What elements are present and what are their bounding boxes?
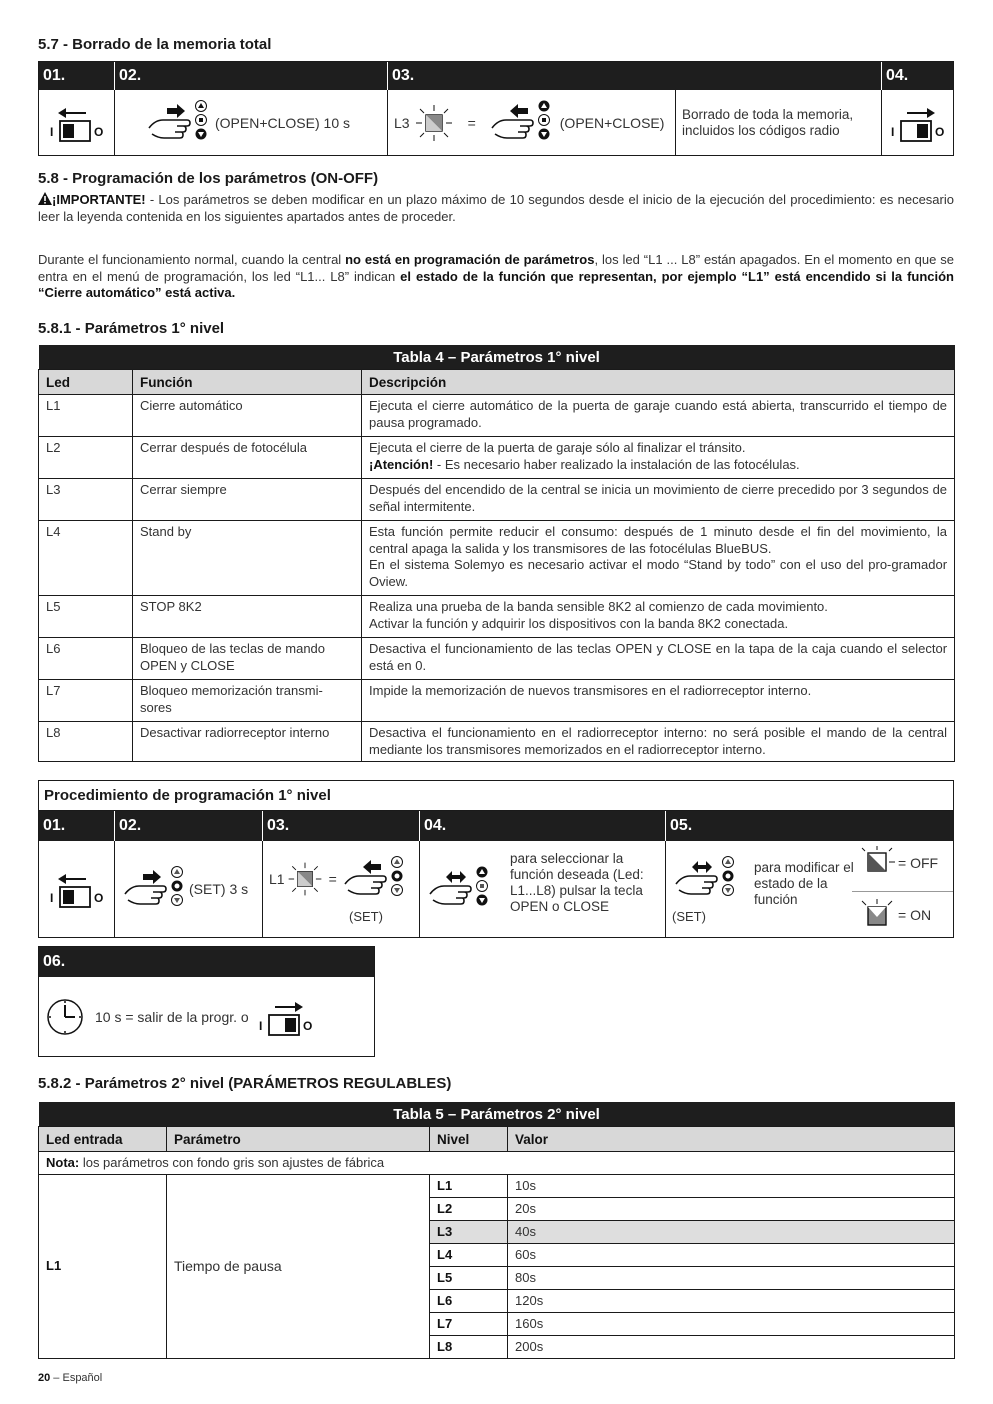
step-02-label: 02. <box>115 62 388 90</box>
step-01-label: 01. <box>39 62 115 90</box>
switch-on-icon <box>255 997 317 1037</box>
section-5-8-2-heading: 5.8.2 - Parámetros 2° nivel (PARÁMETROS REGULABLES) <box>38 1075 452 1092</box>
col-descripcion: Descripción <box>362 370 955 395</box>
proc-step-01-label: 01. <box>39 811 115 841</box>
table-row: L7 160s <box>39 1312 955 1335</box>
step-02-cell <box>115 90 388 155</box>
svg-text:O: O <box>93 124 103 139</box>
table-5-title: Tabla 5 – Parámetros 2° nivel <box>39 1102 955 1127</box>
led-blinking-icon <box>412 103 456 143</box>
svg-text:O: O <box>302 1019 313 1033</box>
proc-step-01-cell <box>39 841 115 937</box>
proc-step-02-label: 02. <box>115 811 263 841</box>
hand-set-icon <box>672 854 736 904</box>
led-on-icon <box>858 897 898 933</box>
step-04-cell <box>882 90 953 155</box>
proc-step-03-equals: = <box>328 871 337 887</box>
proc-step-05-label: 05. <box>670 817 693 834</box>
proc-step-06-label: 06. <box>43 953 66 970</box>
table-4-title: Tabla 4 – Parámetros 1° nivel <box>39 345 955 370</box>
col-nivel: Nivel <box>430 1127 508 1152</box>
table-row: L5 STOP 8K2 Realiza una prueba de la banda sensible 8K2 al comienzo de cada movimiento. Activar la función y adquirir los dispositivos con la banda 8K2 conectada. <box>39 596 955 638</box>
switch-on-icon <box>887 103 949 143</box>
proc-step-02-cell <box>115 841 263 937</box>
led-on-legend <box>858 897 931 933</box>
proc-step-04-text: para seleccionar la función deseada (Led: L1...L8) pulsar la tecla OPEN o CLOSE <box>510 851 644 914</box>
col-parametro: Parámetro <box>167 1127 430 1152</box>
led-off-label: = OFF <box>898 855 939 871</box>
hand-release-set-icon <box>341 854 405 904</box>
procedure-title: Procedimiento de programación 1° nivel <box>39 781 953 811</box>
step-02-text: (OPEN+CLOSE) 10 s <box>215 114 350 131</box>
table-row: L1 Cierre automático Ejecuta el cierre automático de la puerta de garaje cuando está abierta, transcurrido el tiempo de pausa programado. <box>39 395 955 437</box>
svg-text:O: O <box>93 891 103 905</box>
table-5-level2-params <box>38 1102 955 1359</box>
proc-step-05-set-label: (SET) <box>672 909 706 924</box>
led-on-label: = ON <box>898 907 932 923</box>
hand-press-set-icon <box>121 864 185 914</box>
proc-step-03-label: 03. <box>263 811 420 841</box>
led-off-icon <box>858 845 898 881</box>
proc-step-04-cell <box>420 841 666 937</box>
proc-step-03-set-label: (SET) <box>349 909 383 924</box>
warning-icon <box>38 192 52 205</box>
page-footer: 20 – Español <box>38 1372 103 1384</box>
proc-step-05-text: para modificar el estado de la función <box>754 860 854 907</box>
hand-open-close-icon <box>426 864 490 914</box>
col-led-entrada: Led entrada <box>39 1127 167 1152</box>
col-valor: Valor <box>508 1127 955 1152</box>
table-row: L4 60s <box>39 1243 955 1266</box>
step-03-equals: = <box>467 114 476 131</box>
procedure-level1 <box>38 780 954 938</box>
col-led: Led <box>39 370 133 395</box>
proc-step-06-text: 10 s = salir de la progr. o <box>95 1009 249 1025</box>
erase-memory-steps <box>38 61 954 156</box>
table-row: L5 80s <box>39 1266 955 1289</box>
step-03-led-label: L3 <box>394 114 410 131</box>
step-03-text: (OPEN+CLOSE) <box>559 114 665 131</box>
table-row: L8 Desactivar radiorreceptor interno Desactiva el funcionamiento en el radiorreceptor interno: no será posible el mando de la central mediante los transmisores memorizados en el radiorreceptor interno. <box>39 722 955 762</box>
table-row: L6 Bloqueo de las teclas de mando OPEN y CLOSE Desactiva el funcionamiento de las teclas OPEN y CLOSE en la tapa de la caja cuando el selector está en 0. <box>39 638 955 680</box>
section-5-8-heading: 5.8 - Programación de los parámetros (ON-OFF) <box>38 170 379 187</box>
proc-step-03-led-label: L1 <box>269 871 285 887</box>
table-row: L2 Cerrar después de fotocélula Ejecuta el cierre de la puerta de garaje sólo al finalizar el tránsito. ¡Atención! - Es necesario haber realizado la instalación de las fotocélulas. <box>39 437 955 479</box>
table-row: L3 Cerrar siempre Después del encendido de la central se inicia un movimiento de cierre precedido por 3 segundos de señal intermitente. <box>39 479 955 521</box>
table-row: L1 Tiempo de pausa L1 10s <box>39 1174 955 1197</box>
proc-step-05-cell <box>666 841 953 937</box>
col-funcion: Función <box>133 370 362 395</box>
important-note: ¡IMPORTANTE! - Los parámetros se deben modificar en un plazo máximo de 10 segundos desde el inicio de la ejecución del procedimiento: es necesario leer la leyenda contenida en los siguientes apartados antes de proceder. <box>38 192 954 224</box>
clock-icon <box>45 997 85 1037</box>
procedure-step-06 <box>38 946 375 1057</box>
step-03-cell <box>388 90 676 155</box>
led-blinking-icon <box>285 859 325 899</box>
intro-paragraph: Durante el funcionamiento normal, cuando la central no está en programación de parámetros, los led “L1 ... L8” están apagados. En el momento en que se entra en el menú de programación, los led “L1... L8” indican el estado de la función que representan, por ejemplo “L1” está encendido si la función “Cierre automático” está activa. <box>38 252 955 300</box>
table-row: L6 120s <box>39 1289 955 1312</box>
step-03-label: 03. <box>388 62 882 90</box>
proc-step-02-text: (SET) 3 s <box>189 881 249 897</box>
step-01-cell <box>39 90 115 155</box>
svg-text:O: O <box>934 124 944 139</box>
proc-step-04-label: 04. <box>420 811 666 841</box>
svg-text:I: I <box>49 891 53 905</box>
section-5-7-heading: 5.7 - Borrado de la memoria total <box>38 36 272 53</box>
proc-step-03-cell <box>263 841 420 937</box>
led-entrada-cell: L1 <box>39 1174 167 1358</box>
step-04-label: 04. <box>886 67 909 84</box>
section-5-8-1-heading: 5.8.1 - Parámetros 1° nivel <box>38 320 225 337</box>
step-03-description: Borrado de toda la memoria, incluidos los códigos radio <box>676 90 882 155</box>
table-4-level1-params <box>38 345 955 762</box>
table-row: L2 20s <box>39 1197 955 1220</box>
switch-off-icon <box>46 103 108 143</box>
svg-text:I: I <box>890 124 894 139</box>
switch-off-icon <box>46 869 108 909</box>
table-row: L7 Bloqueo memorización transmi-sores Impide la memorización de nuevos transmisores en el radiorreceptor interno. <box>39 680 955 722</box>
svg-text:I: I <box>49 124 53 139</box>
table-row-default: L3 40s <box>39 1220 955 1243</box>
table-row: L4 Stand by Esta función permite reducir el consumo: después de 1 minuto desde el fin del movimiento, la central apaga la salida y los transmisores de las fotocélulas BlueBUS. En el sistema Solemyo es necesario activar el modo “Stand by todo” con el uso del pro-gramador Oview. <box>39 521 955 596</box>
parametro-cell: Tiempo de pausa <box>167 1174 430 1358</box>
hand-press-open-close-icon <box>145 98 209 148</box>
led-off-legend <box>858 845 938 881</box>
hand-release-open-close-icon <box>488 98 552 148</box>
table-row: L8 200s <box>39 1335 955 1358</box>
svg-text:I: I <box>258 1019 263 1033</box>
note-row: Nota: los parámetros con fondo gris son ajustes de fábrica <box>39 1152 955 1175</box>
